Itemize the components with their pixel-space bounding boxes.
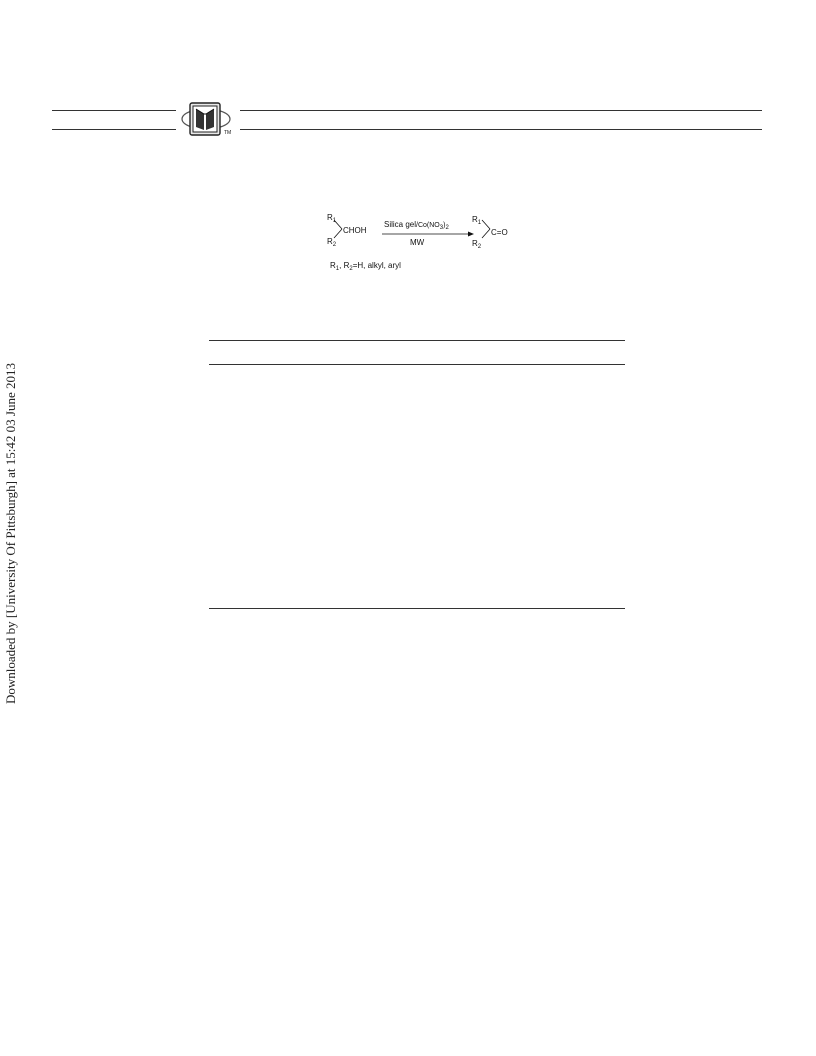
publisher-logo bbox=[178, 100, 240, 140]
condition-label: MW bbox=[410, 238, 425, 247]
trademark-mark: TM bbox=[224, 130, 232, 136]
header-rule-top-right bbox=[240, 110, 762, 111]
download-watermark: Downloaded by [University Of Pittsburgh] at 15:42 03 June 2013 bbox=[3, 363, 18, 704]
header-rule-top-left bbox=[52, 110, 176, 111]
reactant-group: CHOH bbox=[343, 226, 367, 235]
product-group: C=O bbox=[491, 228, 508, 237]
reactant-r1: $R_1$ bbox=[327, 213, 337, 224]
reaction-scheme bbox=[322, 210, 522, 290]
header-rule-bottom-left bbox=[52, 129, 176, 130]
product-r1: $R_1$ bbox=[472, 215, 482, 226]
table-rule-top bbox=[209, 340, 625, 341]
substituent-definition: $R_1$, $R_2=H$, alkyl, aryl bbox=[330, 261, 401, 272]
reagent-label: Silica gel/$Co(NO_3)_2$ bbox=[384, 220, 449, 231]
table-rule-bottom bbox=[209, 608, 625, 609]
header-rule-bottom-right bbox=[240, 129, 762, 130]
reactant-r2: $R_2$ bbox=[327, 237, 337, 248]
table-rule-header bbox=[209, 364, 625, 365]
product-r2: $R_2$ bbox=[472, 239, 482, 250]
